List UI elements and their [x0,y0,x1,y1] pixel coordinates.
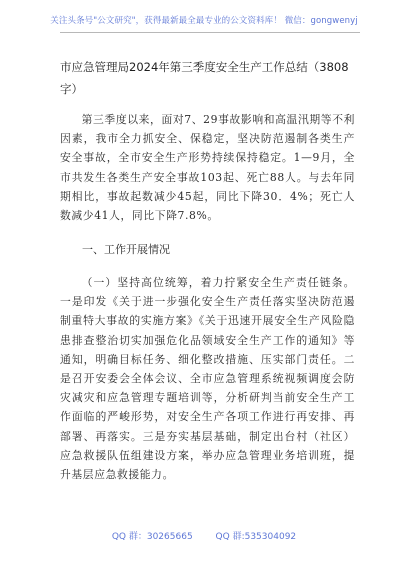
section-heading: 一、工作开展情况 [82,243,170,256]
paragraph-intro: 第三季度以来，面对7、29事故影响和高温汛期等不利因素，我市全力抓安全、保稳定，坚决防范遏制各类生产安全事故，全市安全生产形势持续保持稳定。1—9月，全市共发生各类生产安全事故103起、死亡88人。与去年同期相比，事故起数减少45起，同比下降30．4%；死亡人数减少41人，同比下降7.8%。 [60,113,355,223]
document-title: 市应急管理局2024年第三季度安全生产工作总结（3808字） [60,60,349,96]
footer-contacts [0,529,408,542]
paragraph-work-overview: （一）坚持高位统筹，着力拧紧安全生产责任链条。一是印发《关于进一步强化安全生产责任落实坚决防范遏制重特大事故的实施方案》《关于迅速开展安全生产风险隐患排查整治切实加强危化品领域安全生产工作的通知》等通知，明确目标任务、细化整改措施、压实部门责任。二是召开安委会全体会议、全市应急管理系统视频调度会防灾减灾和应急管理专题培训等，分析研判当前安全生产工作面临的严峻形势，对安全生产各项工作进行再安排、再部署、再落实。三是夯实基层基础，制定出台村（社区）应急救援队伍组建设方案，举办应急管理业务培训班，提升基层应急救援能力。 [60,276,355,482]
header-divider [60,32,360,33]
footer-qq-group-2: QQ 群:535304092 [215,532,297,542]
promo-banner: 关注头条号"公文研究"，获得最新最全最专业的公文资料库！ 微信：gongwenyj [50,16,358,26]
footer-qq-group-1: QQ 群：30265665 [111,532,193,542]
